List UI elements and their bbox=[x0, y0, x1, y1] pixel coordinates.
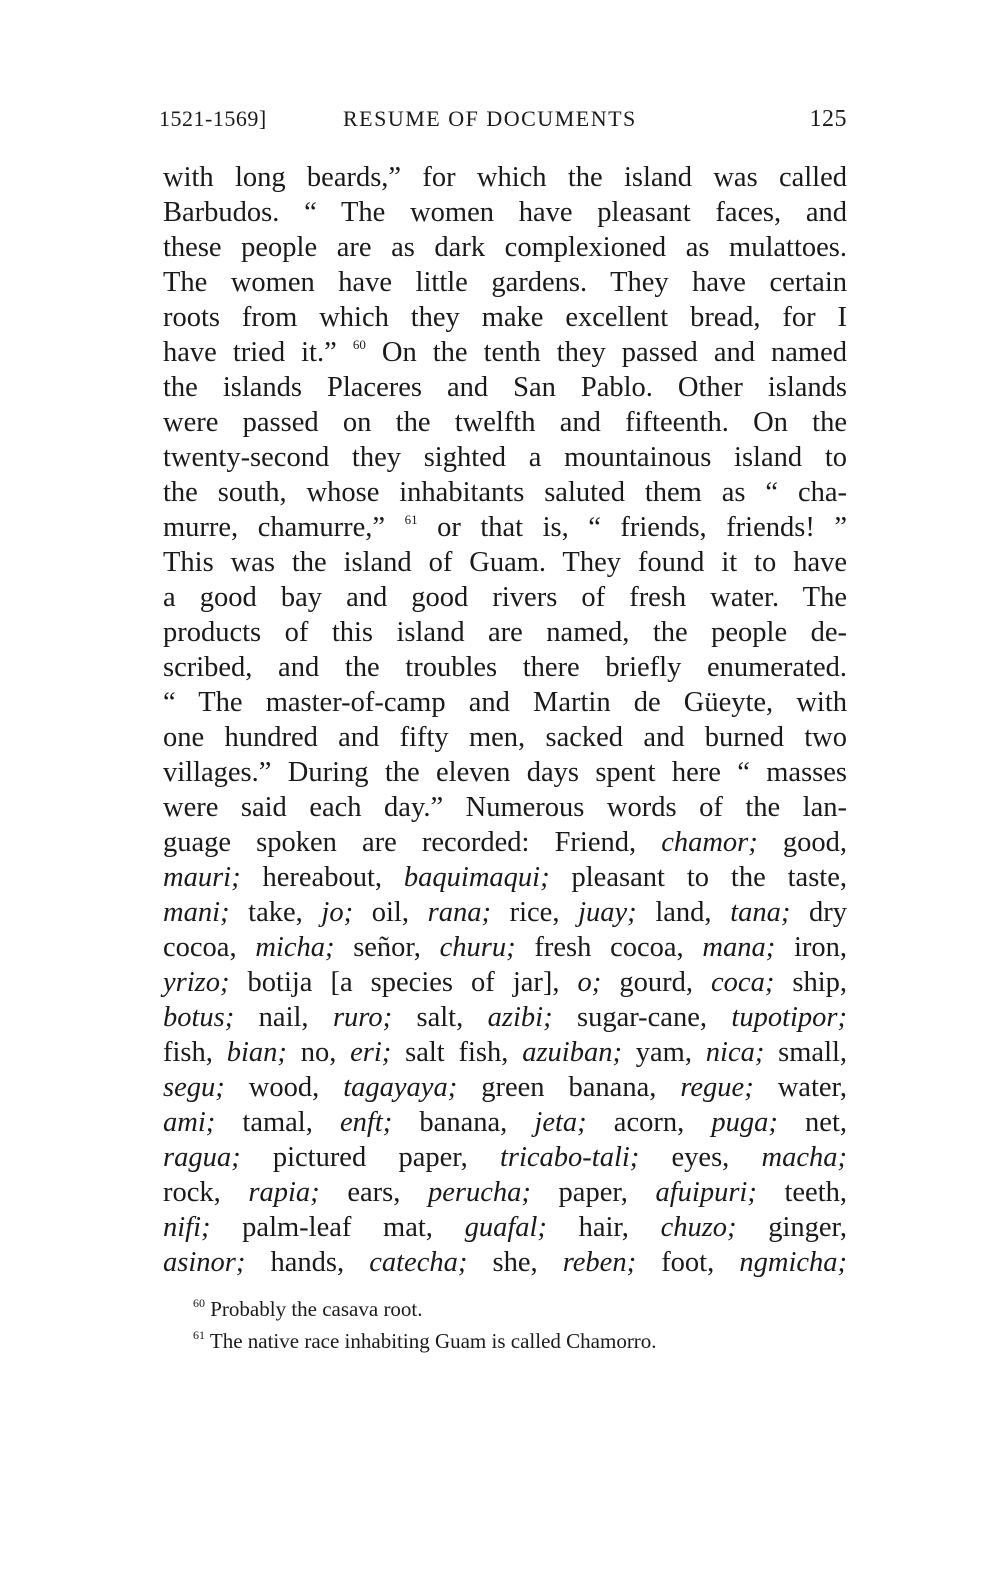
text-run: murre, chamurre,” bbox=[163, 512, 405, 543]
italic-term: tana; bbox=[730, 897, 791, 928]
italic-term: jeta; bbox=[534, 1107, 587, 1138]
text-run: scribed, and the troubles there briefly enumerated. bbox=[163, 652, 847, 683]
text-line bbox=[163, 860, 847, 895]
text-line bbox=[163, 650, 847, 685]
text-run: green banana, bbox=[457, 1072, 681, 1103]
text-line bbox=[163, 230, 847, 265]
text-run: botija [a species of jar], bbox=[229, 967, 578, 998]
text-line bbox=[163, 195, 847, 230]
text-run: oil, bbox=[353, 897, 428, 928]
italic-term: ragua; bbox=[163, 1142, 241, 1173]
running-head bbox=[159, 106, 847, 136]
text-line bbox=[163, 545, 847, 580]
text-run: pleasant to the taste, bbox=[549, 862, 847, 893]
footnote bbox=[163, 1325, 847, 1357]
text-line bbox=[163, 1210, 847, 1245]
text-line bbox=[163, 1035, 847, 1070]
text-line bbox=[163, 720, 847, 755]
italic-term: jo; bbox=[321, 897, 354, 928]
text-run: acorn, bbox=[586, 1107, 712, 1138]
text-run: no, bbox=[286, 1037, 351, 1068]
italic-term: rapia; bbox=[248, 1177, 320, 1208]
italic-term: nica; bbox=[705, 1037, 765, 1068]
text-run: roots from which they make excellent bread, for I bbox=[163, 302, 847, 333]
italic-term: tricabo-tali; bbox=[499, 1142, 640, 1173]
italic-term: baquimaqui; bbox=[403, 862, 550, 893]
footnote-mark: 61 bbox=[193, 1328, 205, 1342]
footnote-text: The native race inhabiting Guam is called Chamorro. bbox=[205, 1329, 657, 1353]
italic-term: juay; bbox=[578, 897, 637, 928]
italic-term: coca; bbox=[711, 967, 775, 998]
text-run: pictured paper, bbox=[240, 1142, 500, 1173]
italic-term: macha; bbox=[761, 1142, 847, 1173]
italic-term: ngmicha; bbox=[739, 1247, 847, 1278]
text-line bbox=[163, 790, 847, 825]
text-line bbox=[163, 825, 847, 860]
text-run: ears, bbox=[319, 1177, 428, 1208]
italic-term: perucha; bbox=[428, 1177, 531, 1208]
text-run: gourd, bbox=[601, 967, 712, 998]
text-run: net, bbox=[777, 1107, 847, 1138]
text-run: rice, bbox=[490, 897, 579, 928]
italic-term: asinor; bbox=[163, 1247, 246, 1278]
text-run: cocoa, bbox=[163, 932, 256, 963]
text-run: fresh cocoa, bbox=[515, 932, 703, 963]
text-run: salt fish, bbox=[391, 1037, 523, 1068]
text-run: small, bbox=[764, 1037, 848, 1068]
text-run: she, bbox=[467, 1247, 563, 1278]
text-run: iron, bbox=[775, 932, 848, 963]
text-run: have tried it.” bbox=[163, 337, 353, 368]
body-text bbox=[163, 160, 847, 1280]
page-number: 125 bbox=[809, 106, 847, 132]
italic-term: azuiban; bbox=[522, 1037, 622, 1068]
text-run: a good bay and good rivers of fresh water. The bbox=[163, 582, 847, 613]
text-line bbox=[163, 965, 847, 1000]
text-run: twenty-second they sighted a mountainous island to bbox=[163, 442, 847, 473]
text-line bbox=[163, 265, 847, 300]
text-line bbox=[163, 160, 847, 195]
text-run: hair, bbox=[546, 1212, 661, 1243]
italic-term: regue; bbox=[680, 1072, 754, 1103]
text-run: sugar-cane, bbox=[552, 1002, 732, 1033]
year-range: 1521-1569] bbox=[159, 106, 267, 131]
text-line bbox=[163, 370, 847, 405]
italic-term: ami; bbox=[163, 1107, 216, 1138]
text-line bbox=[163, 685, 847, 720]
italic-term: mana; bbox=[702, 932, 776, 963]
text-run: palm-leaf mat, bbox=[210, 1212, 465, 1243]
text-run: products of this island are named, the people de- bbox=[163, 617, 847, 648]
text-run: ginger, bbox=[736, 1212, 848, 1243]
italic-term: yrizo; bbox=[163, 967, 230, 998]
text-run: these people are as dark complexioned as mulattoes. bbox=[163, 232, 847, 263]
italic-term: eri; bbox=[350, 1037, 392, 1068]
text-line bbox=[163, 440, 847, 475]
italic-term: o; bbox=[577, 967, 602, 998]
text-run: eyes, bbox=[639, 1142, 762, 1173]
footnotes bbox=[163, 1293, 847, 1357]
italic-term: nifi; bbox=[163, 1212, 211, 1243]
italic-term: segu; bbox=[163, 1072, 225, 1103]
text-run: yam, bbox=[621, 1037, 706, 1068]
text-run: hands, bbox=[245, 1247, 370, 1278]
italic-term: reben; bbox=[562, 1247, 637, 1278]
italic-term: mani; bbox=[163, 897, 230, 928]
text-line bbox=[163, 615, 847, 650]
text-run: were passed on the twelfth and fifteenth. On the bbox=[163, 407, 847, 438]
text-line bbox=[163, 895, 847, 930]
italic-term: mauri; bbox=[163, 862, 241, 893]
text-run: Barbudos. “ The women have pleasant faces, and bbox=[163, 197, 847, 228]
text-line bbox=[163, 335, 847, 370]
italic-term: guafal; bbox=[464, 1212, 547, 1243]
text-run: ship, bbox=[774, 967, 847, 998]
italic-term: churu; bbox=[439, 932, 516, 963]
text-line bbox=[163, 300, 847, 335]
running-title: RESUME OF DOCUMENTS bbox=[343, 106, 637, 131]
footnote-reference: 61 bbox=[404, 512, 418, 527]
text-run: nail, bbox=[234, 1002, 333, 1033]
italic-term: azibi; bbox=[487, 1002, 553, 1033]
text-run: land, bbox=[636, 897, 731, 928]
text-line bbox=[163, 405, 847, 440]
text-run: dry bbox=[790, 897, 848, 928]
italic-term: tupotipor; bbox=[731, 1002, 847, 1033]
text-line bbox=[163, 1175, 847, 1210]
italic-term: ruro; bbox=[332, 1002, 393, 1033]
text-run: banana, bbox=[392, 1107, 535, 1138]
text-line bbox=[163, 930, 847, 965]
text-run: with long beards,” for which the island was called bbox=[163, 162, 847, 193]
italic-term: bian; bbox=[226, 1037, 287, 1068]
italic-term: catecha; bbox=[369, 1247, 468, 1278]
footnote-reference: 60 bbox=[352, 337, 366, 352]
text-run: water, bbox=[753, 1072, 847, 1103]
italic-term: afuipuri; bbox=[655, 1177, 757, 1208]
text-line bbox=[163, 1245, 847, 1280]
italic-term: botus; bbox=[163, 1002, 235, 1033]
italic-term: puga; bbox=[711, 1107, 778, 1138]
italic-term: chamor; bbox=[661, 827, 758, 858]
text-run: were said each day.” Numerous words of the lan- bbox=[163, 792, 847, 823]
text-run: fish, bbox=[163, 1037, 227, 1068]
text-run: wood, bbox=[224, 1072, 344, 1103]
footnote-text: Probably the casava root. bbox=[205, 1297, 423, 1321]
text-run: The women have little gardens. They have certain bbox=[163, 267, 847, 298]
text-line bbox=[163, 1105, 847, 1140]
text-run: the south, whose inhabitants saluted them as “ cha- bbox=[163, 477, 847, 508]
text-run: take, bbox=[229, 897, 322, 928]
text-run: the islands Placeres and San Pablo. Other islands bbox=[163, 372, 847, 403]
text-run: On the tenth they passed and named bbox=[365, 337, 847, 368]
text-line bbox=[163, 1140, 847, 1175]
text-run: salt, bbox=[392, 1002, 488, 1033]
text-run: hereabout, bbox=[240, 862, 404, 893]
text-run: señor, bbox=[334, 932, 440, 963]
footnote-mark: 60 bbox=[193, 1296, 205, 1310]
italic-term: tagayaya; bbox=[343, 1072, 458, 1103]
text-run: or that is, “ friends, friends! ” bbox=[417, 512, 847, 543]
footnote bbox=[163, 1293, 847, 1325]
text-run: rock, bbox=[163, 1177, 249, 1208]
text-run: paper, bbox=[530, 1177, 656, 1208]
italic-term: rana; bbox=[427, 897, 491, 928]
italic-term: micha; bbox=[255, 932, 335, 963]
text-line bbox=[163, 580, 847, 615]
text-run: “ The master-of-camp and Martin de Güeyte, with bbox=[163, 687, 847, 718]
text-run: villages.” During the eleven days spent here “ masses bbox=[163, 757, 847, 788]
text-run: good, bbox=[757, 827, 848, 858]
text-line bbox=[163, 1070, 847, 1105]
text-run: foot, bbox=[636, 1247, 740, 1278]
italic-term: enft; bbox=[340, 1107, 393, 1138]
text-line bbox=[163, 510, 847, 545]
text-line bbox=[163, 1000, 847, 1035]
text-line bbox=[163, 755, 847, 790]
text-run: guage spoken are recorded: Friend, bbox=[163, 827, 662, 858]
text-line bbox=[163, 475, 847, 510]
text-run: This was the island of Guam. They found it to have bbox=[163, 547, 847, 578]
text-run: teeth, bbox=[756, 1177, 847, 1208]
text-run: tamal, bbox=[215, 1107, 341, 1138]
text-run: one hundred and fifty men, sacked and burned two bbox=[163, 722, 847, 753]
italic-term: chuzo; bbox=[660, 1212, 737, 1243]
